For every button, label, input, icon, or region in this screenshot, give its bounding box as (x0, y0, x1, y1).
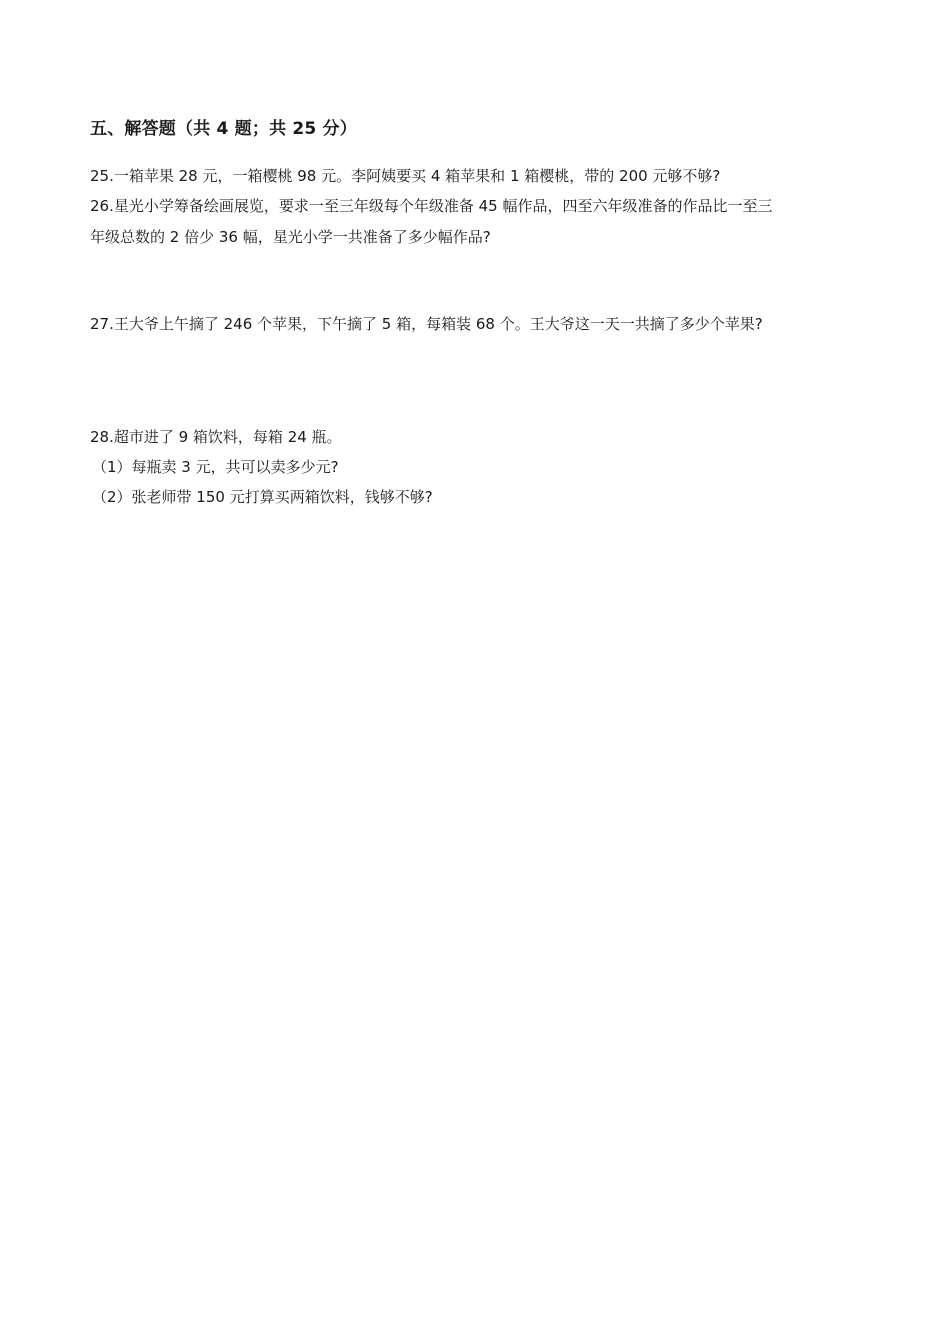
question-26-line-1: 26.星光小学筹备绘画展览，要求一至三年级每个年级准备 45 幅作品，四至六年级准备的作品比一至三 (90, 197, 773, 215)
question-28: 28.超市进了 9 箱饮料，每箱 24 瓶。 (90, 428, 342, 446)
question-28-part-2: （2）张老师带 150 元打算买两箱饮料，钱够不够? (92, 488, 433, 506)
question-26-line-2: 年级总数的 2 倍少 36 幅，星光小学一共准备了多少幅作品? (90, 228, 491, 246)
question-28-part-1: （1）每瓶卖 3 元，共可以卖多少元? (92, 458, 339, 476)
question-25: 25.一箱苹果 28 元，一箱樱桃 98 元。李阿姨要买 4 箱苹果和 1 箱樱桃，带的 200 元够不够? (90, 167, 721, 185)
section-title: 五、解答题（共 4 题；共 25 分） (90, 119, 357, 139)
question-27: 27.王大爷上午摘了 246 个苹果，下午摘了 5 箱，每箱装 68 个。王大爷这一天一共摘了多少个苹果? (90, 315, 763, 333)
